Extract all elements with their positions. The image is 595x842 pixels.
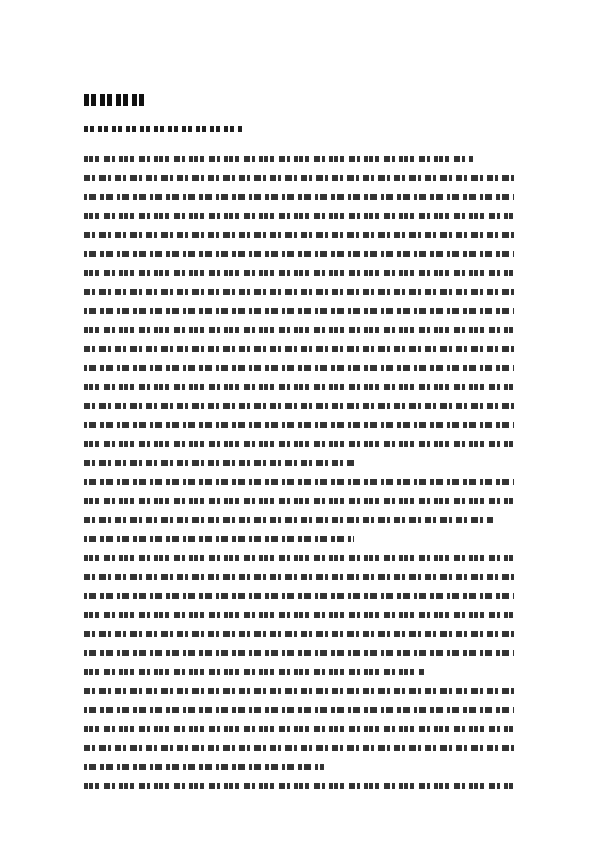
text-line <box>84 226 514 245</box>
text-line-mark <box>84 156 474 162</box>
text-line-mark <box>84 631 514 637</box>
text-line-mark <box>84 783 514 789</box>
text-line <box>84 188 514 207</box>
text-line-mark <box>84 707 514 713</box>
text-line <box>84 663 514 682</box>
text-line-mark <box>84 726 514 732</box>
text-line-mark <box>84 289 514 295</box>
text-line-mark <box>84 517 494 523</box>
text-line <box>84 397 514 416</box>
paragraph <box>84 150 514 473</box>
text-line <box>84 568 514 587</box>
text-line <box>84 530 514 549</box>
text-line <box>84 150 514 169</box>
text-line-mark <box>84 175 514 181</box>
text-line-mark <box>84 593 514 599</box>
text-line <box>84 207 514 226</box>
text-line <box>84 435 514 454</box>
text-line <box>84 720 514 739</box>
paragraph <box>84 682 514 777</box>
text-line <box>84 739 514 758</box>
text-line <box>84 587 514 606</box>
text-line <box>84 283 514 302</box>
text-line-mark <box>84 460 354 466</box>
text-line <box>84 492 514 511</box>
text-line <box>84 549 514 568</box>
text-line <box>84 777 514 796</box>
subheading-text-mark <box>84 126 244 132</box>
text-line <box>84 454 514 473</box>
text-line-mark <box>84 422 514 428</box>
text-line-mark <box>84 479 514 485</box>
text-line-mark <box>84 365 514 371</box>
document-subheading <box>84 124 244 134</box>
text-line <box>84 359 514 378</box>
text-line <box>84 511 514 530</box>
text-line-mark <box>84 403 514 409</box>
text-line-mark <box>84 384 514 390</box>
text-line <box>84 473 514 492</box>
text-line <box>84 378 514 397</box>
text-line <box>84 340 514 359</box>
text-line-mark <box>84 745 514 751</box>
text-line-mark <box>84 441 514 447</box>
text-line-mark <box>84 327 514 333</box>
text-line <box>84 682 514 701</box>
text-line-mark <box>84 213 514 219</box>
text-line-mark <box>84 536 354 542</box>
text-line-mark <box>84 308 514 314</box>
text-line <box>84 416 514 435</box>
text-line-mark <box>84 555 514 561</box>
text-line-mark <box>84 688 514 694</box>
text-line <box>84 701 514 720</box>
paragraph <box>84 473 514 549</box>
text-line-mark <box>84 574 514 580</box>
text-line <box>84 264 514 283</box>
text-line-mark <box>84 232 514 238</box>
heading-text-mark <box>84 94 144 106</box>
text-line-mark <box>84 346 514 352</box>
text-line-mark <box>84 251 514 257</box>
document-heading <box>84 94 144 106</box>
text-line-mark <box>84 270 514 276</box>
text-line-mark <box>84 498 514 504</box>
text-line <box>84 302 514 321</box>
text-line-mark <box>84 194 514 200</box>
text-line <box>84 644 514 663</box>
text-line <box>84 169 514 188</box>
text-line-mark <box>84 650 514 656</box>
document-body <box>84 150 514 796</box>
text-line <box>84 625 514 644</box>
text-line <box>84 758 514 777</box>
text-line <box>84 606 514 625</box>
text-line-mark <box>84 612 514 618</box>
text-line-mark <box>84 669 424 675</box>
text-line <box>84 245 514 264</box>
text-line-mark <box>84 764 324 770</box>
text-line <box>84 321 514 340</box>
paragraph <box>84 777 514 796</box>
paragraph <box>84 549 514 682</box>
